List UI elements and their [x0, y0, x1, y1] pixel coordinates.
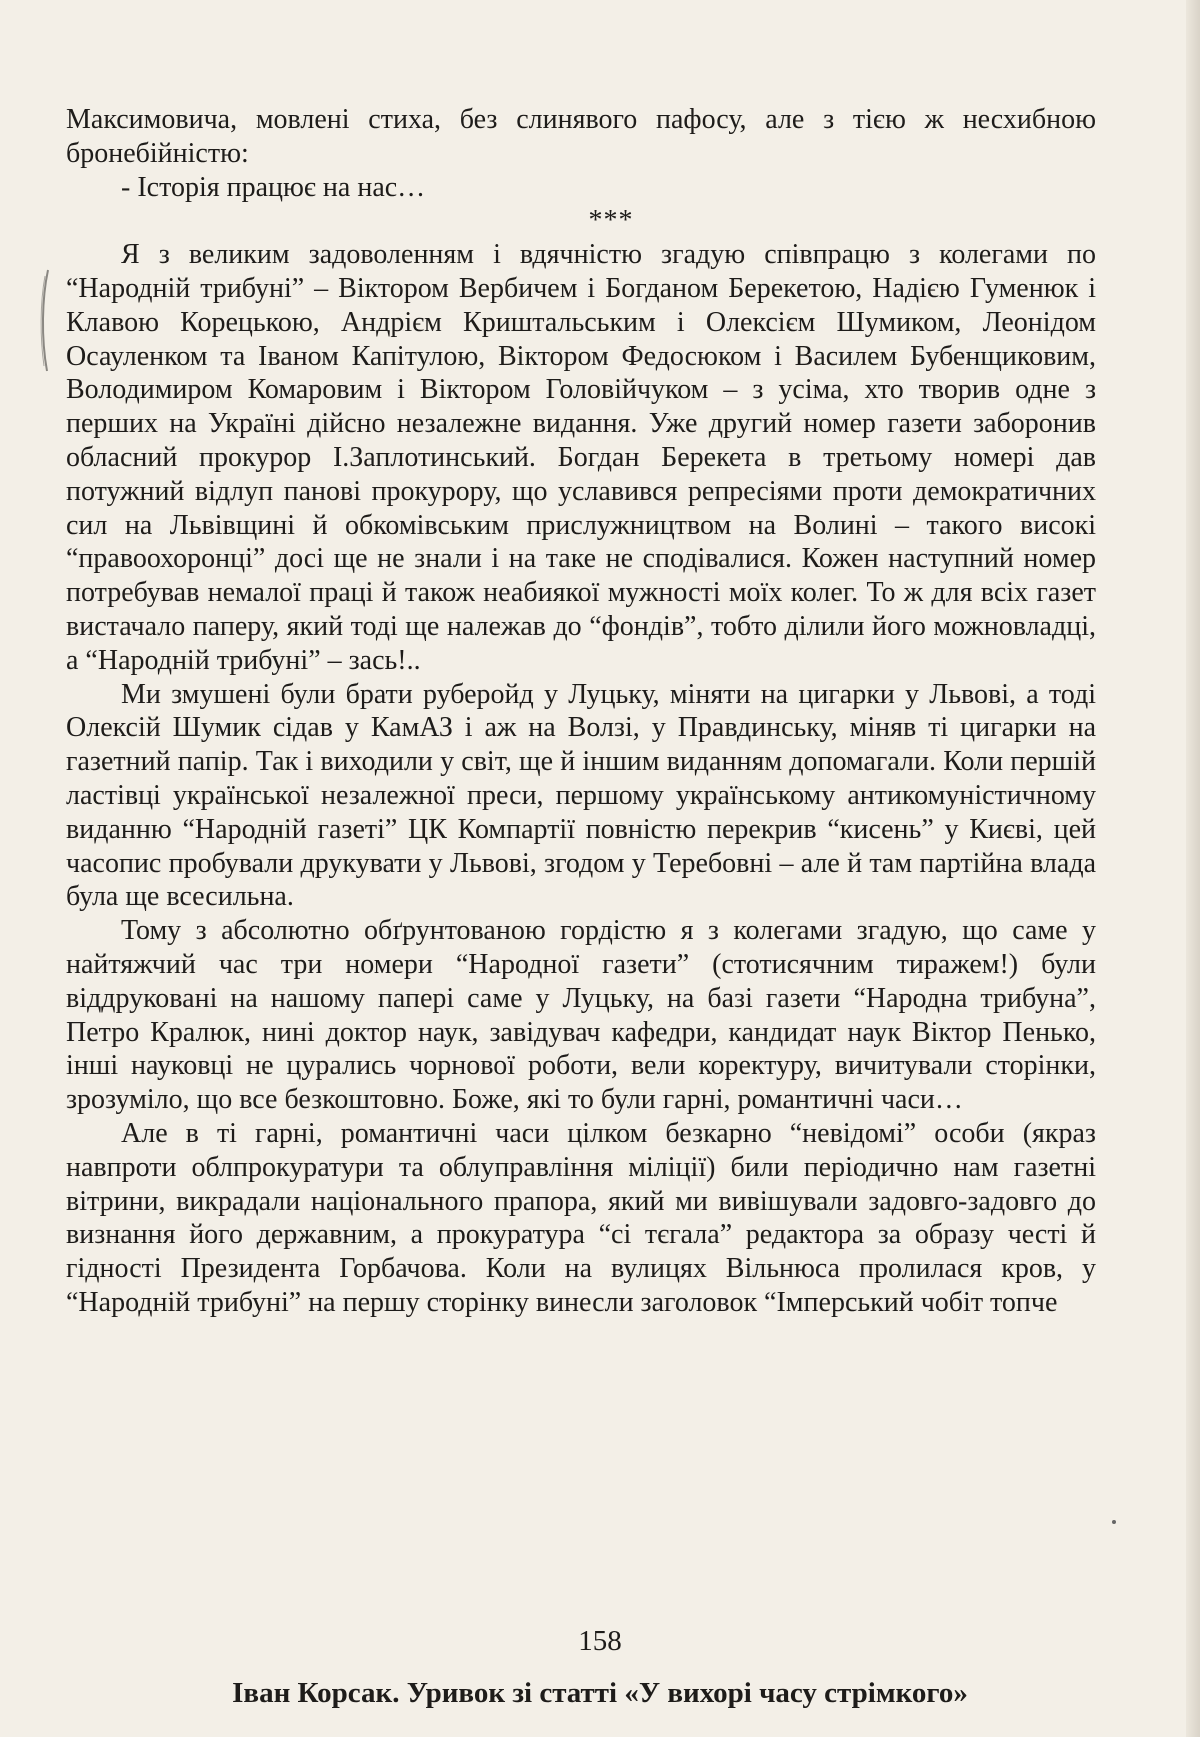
image-caption: Іван Корсак. Уривок зі статті «У вихорі часу стрімкого» [232, 1677, 968, 1709]
page-edge-shadow [1186, 0, 1200, 1737]
paragraph-1: Максимовича, мовлені стиха, без слинявого пафосу, але з тією ж несхибною бронебійністю: [66, 104, 1096, 169]
body-text [66, 103, 1096, 1320]
margin-pencil-mark [38, 268, 52, 373]
paragraph-4: Ми змушені були брати руберойд у Луцьку, міняти на цигарки у Львові, а тоді Олексій Шумик сідав у КамАЗ і аж на Волзі, у Правдинську, міняв ті цигарки на газетний папір. Так і виходили у світ, ще й іншим виданням допомагали. Коли першій ластівці української незалежної преси, першому українському антикомуністичному виданню “Народній газеті” ЦК Компартії повністю перекрив “кисень” у Києві, цей часопис пробували друкувати у Львові, згодом у Теребовні – але й там партійна влада була ще всесильна. [66, 678, 1096, 913]
paragraph-5: Тому з абсолютно обґрунтованою гордістю я з колегами згадую, що саме у найтяжчий час три номери “Народної газети” (стотисячним тиражем!) були віддруковані на нашому папері саме у Луцьку, на базі газети “Народна трибуна”, Петро Кралюк, нині доктор наук, завідувач кафедри, кандидат наук Віктор Пенько, інші науковці не цурались чорнової роботи, вели коректуру, вичитували сторінки, зрозуміло, що все безкоштовно. Боже, які то були гарні, романтичні часи… [66, 915, 1096, 1116]
paragraph-3: Я з великим задоволенням і вдячністю згадую співпрацю з колегами по “Народній трибуні” – Віктором Вербичем і Богданом Берекетою, Надією Гуменюк і Клавою Корецькою, Андрієм Криштальським і Олексієм Шумиком, Леонідом Осауленком та Іваном Капітулою, Віктором Федосюком і Василем Бубенщиковим, Володимиром Комаровим і Віктором Головійчуком – з усіма, хто творив одне з перших на Україні дійсно незалежне видання. Уже другий номер газети заборонив обласний прокурор І.Заплотинський. Богдан Берекета в третьому номері дав потужний відлуп панові прокурору, що уславився репресіями проти демократичних сил на Львівщині й обкомівським прислужництвом на Волині – такого високі “правоохоронці” досі ще не знали і на таке не сподівалися. Кожен наступний номер потребував немалої праці й також неабиякої мужності моїх колег. То ж для всіх газет вистачало паперу, який тоді ще належав до “фондів”, тобто ділили його можновладці, а “Народній трибуні” – зась!.. [66, 239, 1096, 676]
ink-speck [1112, 1520, 1116, 1524]
section-separator: *** [588, 205, 634, 237]
page-number: 158 [578, 1625, 622, 1657]
paragraph-2: - Історія працює на нас… [121, 171, 426, 203]
paragraph-6: Але в ті гарні, романтичні часи цілком безкарно “невідомі” особи (якраз навпроти облпрокуратури та облуправління міліції) били періодично нам газетні вітрини, викрадали національного прапора, який ми вивішували задовго-задовго до визнання його державним, а прокуратура “сі тєгала” редактора за образу честі й гідності Президента Горбачова. Коли на вулицях Вільнюса пролилася кров, у “Народній трибуні” на першу сторінку винесли заголовок “Імперський чобіт топче [66, 1117, 1096, 1318]
